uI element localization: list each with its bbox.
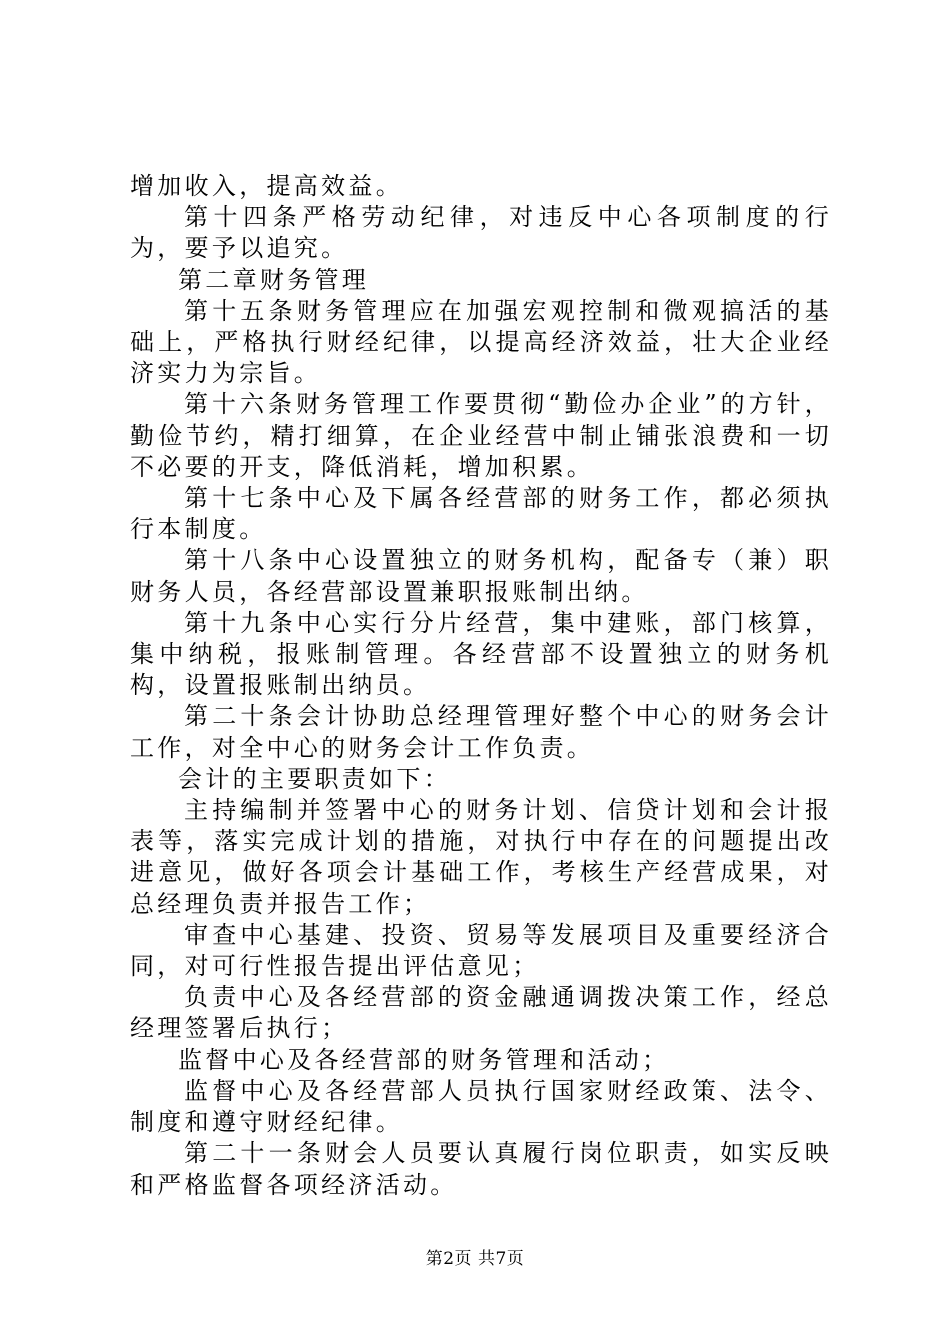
paragraph-12: 审查中心基建、投资、贸易等发展项目及重要经济合同，对可行性报告提出评估意见；	[130, 920, 832, 981]
paragraph-5: 第十六条财务管理工作要贯彻“勤俭办企业”的方针，勤俭节约，精打细算，在企业经营中制止铺张浪费和一切不必要的开支，降低消耗，增加积累。	[130, 390, 832, 481]
paragraph-8: 第十九条中心实行分片经营，集中建账，部门核算，集中纳税，报账制管理。各经营部不设置独立的财务机构，设置报账制出纳员。	[130, 608, 832, 700]
paragraph-1: 增加收入，提高效益。	[130, 172, 403, 200]
chapter-heading: 第二章财务管理	[178, 265, 370, 294]
page-footer: 第2页 共7页	[425, 1249, 525, 1269]
paragraph-14: 监督中心及各经营部的财务管理和活动；	[178, 1045, 670, 1074]
paragraph-7: 第十八条中心设置独立的财务机构，配备专（兼）职财务人员，各经营部设置兼职报账制出纳。	[130, 546, 832, 606]
paragraph-11: 主持编制并签署中心的财务计划、信贷计划和会计报表等，落实完成计划的措施，对执行中存在的问题提出改进意见，做好各项会计基础工作，考核生产经营成果，对总经理负责并报告工作；	[130, 796, 832, 918]
paragraph-10: 会计的主要职责如下：	[178, 764, 451, 793]
paragraph-4: 第十五条财务管理应在加强宏观控制和微观搞活的基础上，严格执行财经纪律，以提高经济效益，壮大企业经济实力为宗旨。	[130, 296, 832, 388]
paragraph-9: 第二十条会计协助总经理管理好整个中心的财务会计工作，对全中心的财务会计工作负责。	[130, 702, 832, 762]
paragraph-6: 第十七条中心及下属各经营部的财务工作，都必须执行本制度。	[130, 484, 832, 544]
paragraph-13: 负责中心及各经营部的资金融通调拨决策工作，经总经理签署后执行；	[130, 983, 832, 1043]
document-body	[130, 171, 832, 1201]
paragraph-2: 第十四条严格劳动纪律，对违反中心各项制度的行为，要予以追究。	[130, 203, 832, 263]
paragraph-16: 第二十一条财会人员要认真履行岗位职责，如实反映和严格监督各项经济活动。	[130, 1139, 832, 1199]
paragraph-15: 监督中心及各经营部人员执行国家财经政策、法令、制度和遵守财经纪律。	[130, 1076, 832, 1137]
